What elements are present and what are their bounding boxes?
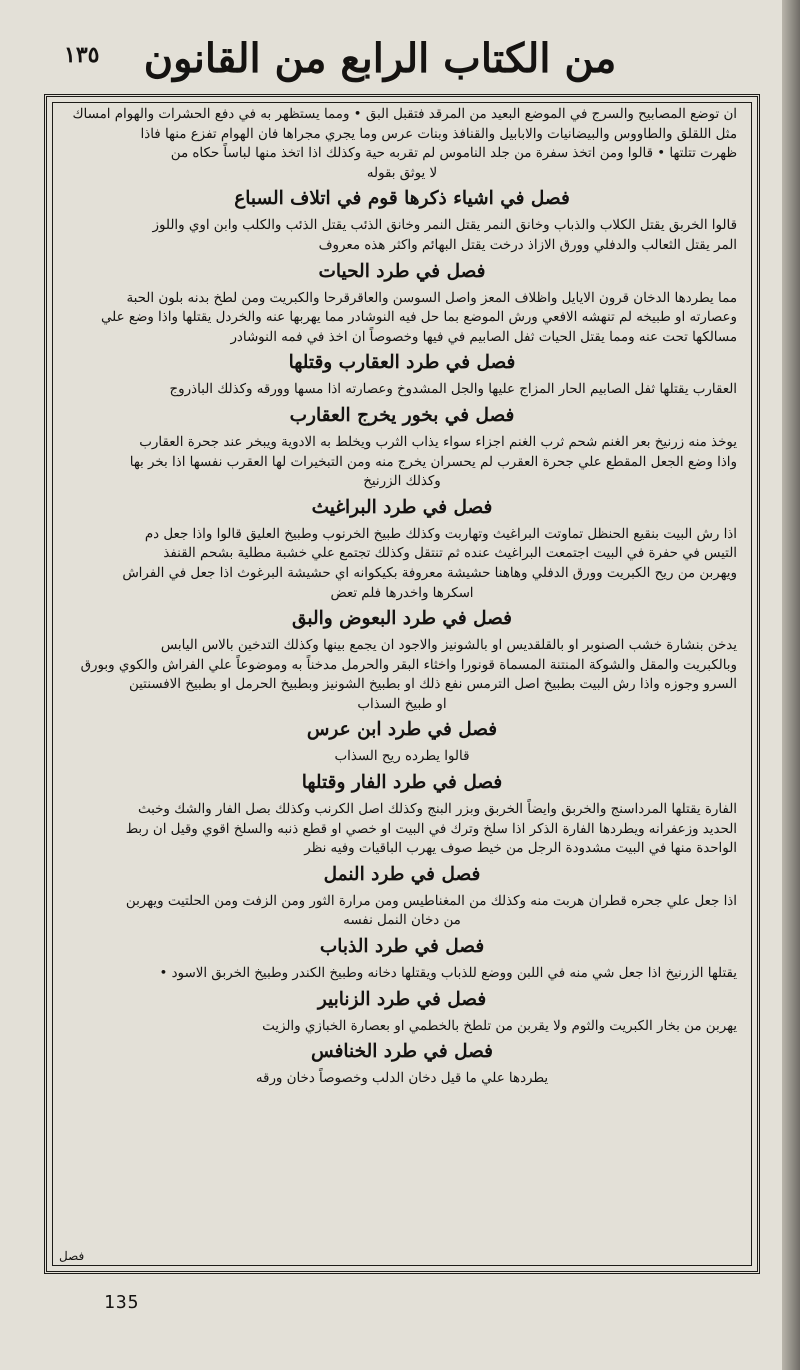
section-heading: فصل في بخور يخرج العقارب xyxy=(289,404,515,426)
text-line: او طبيخ السذاب xyxy=(357,696,447,712)
text-line: يهربن من بخار الكبريت والثوم ولا يقربن من تلطخ بالخطمي او بعصارة الخبازي والزيت xyxy=(262,1018,737,1034)
text-line: العقارب يقتلها ثفل الصابيم الحار المزاج عليها والجل المشدوخ وعصارته اذا مسها وورقه وكذلك الباذروج xyxy=(169,382,737,398)
text-body xyxy=(67,105,737,1263)
text-line: يدخن بنشارة خشب الصنوبر او بالقلقديس او بالشونيز والاجود ان يجمع بينها وكذلك التدخين بالاس اليابس xyxy=(160,638,737,654)
section-heading: فصل في طرد النمل xyxy=(323,863,481,885)
text-line: السرو وجوزه واذا رش البيت بطبيخ اصل الترمس نفع ذلك او بطبيخ الشونيز وبطبيخ الحرمل او بطبيخ الافسنتين xyxy=(128,677,737,693)
section-heading: فصل في طرد العقارب وقتلها xyxy=(288,352,516,374)
text-line: مثل اللقلق والطاووس والبيضانيات والابابيل والقنافذ وبنات عرس وما يجري مجراها فان الهوام تفزع منها فاذا xyxy=(140,126,737,142)
catchword: فصل xyxy=(59,1249,85,1263)
section-heading: فصل في طرد الزنابير xyxy=(317,988,487,1010)
text-line: اذا رش البيت بنقيع الحنظل تماوتت البراغيث وتهاربت وكذلك طبيخ الخرنوب وطبيخ العليق قالوا واذا جعل دم xyxy=(144,526,737,542)
text-line: مسالكها تحت عنه ومما يقتل الحيات ثفل الصابيم في فيها وخصوصاً ان اخذ في فمه النوشادر xyxy=(230,329,737,345)
text-line: لا يوثق بقوله xyxy=(366,165,438,181)
text-line: الحديد وزعفرانه ويطردها الفارة الذكر اذا سلخ وترك في البيت او خصي او قطع ذنبه والسلخ اقوي وقيل ان ربط xyxy=(125,821,737,837)
text-line: ان توضع المصابيح والسرج في الموضع البعيد من المرقد فتقبل البق • ومما يستظهر به في دفع الحشرات والهوام امساك xyxy=(72,107,737,122)
text-line: التيس في حفرة في البيت اجتمعت البراغيث عنده ثم تنتقل وكذلك تجتمع علي خشبة مطلية بشحم القنفذ xyxy=(163,546,737,562)
text-line: وعصارته او طبيخه لم تنهشه الافعي ورش الموضع بما حل فيه النوشادر مما يهربها عنه والخردل يقتلها واذا وضع علي xyxy=(101,310,737,326)
text-line: الفارة يقتلها المرداسنج والخربق وايضاً الخربق وبزر البنج وكذلك اصل الكرنب وكذلك بصل الفار والشك وخبث xyxy=(137,802,737,818)
text-line: واذا وضع الجعل المقطع علي جحرة العقرب لم يحسران يخرج منه ومن التبخيرات لها العقرب نفسها اذا بخر بها xyxy=(129,454,737,470)
page-number-bottom: 135 xyxy=(104,1292,140,1313)
section-heading: فصل في طرد الذباب xyxy=(319,936,485,958)
text-line: مما يطردها الدخان قرون الايايل واظلاف المعز واصل السوسن والعاقرقرحا والكبريت ومن لطخ بدنه بلون الحبة xyxy=(126,290,737,306)
running-head xyxy=(60,26,700,90)
text-line: ويهربن من ريح الكبريت وورق الدفلي وهاهنا حشيشة معروفة بكيكوانه اي حشيشة البرغوث اذا جعل في الفراش xyxy=(122,565,737,581)
text-line: يقتلها الزرنيخ اذا جعل شي منه في اللبن ووضع للذباب ويقتلها دخانه وطبيخ الكندر وطبيخ الخربق الاسود • xyxy=(159,966,737,982)
page-number-top: ١٣٥ xyxy=(64,42,100,68)
text-line: اسكرها واخدرها فلم تعض xyxy=(330,585,474,601)
section-heading: فصل في اشياء ذكرها قوم في اتلاف السباع xyxy=(234,188,570,210)
text-line: وبالكبريت والمقل والشوكة المنتنة المسماة قونورا واخثاء البقر والحرمل مدخناً به وموضوعاً علي الفراش والكوي وبورق xyxy=(80,657,737,673)
running-head-title: من الكتاب الرابع من القانون xyxy=(143,34,617,82)
text-line: يوخذ منه زرنيخ بعر الغنم شحم ثرب الغنم اجزاء سواء يذاب الثرب ويخلط به الادوية ويبخر عند جحرة العقارب xyxy=(139,434,737,450)
text-line: من دخان النمل نفسه xyxy=(343,913,461,929)
text-line: الواحدة منها في البيت مشدودة الرجل من خيط صوف يهرب الباقيات وفيه نظر xyxy=(304,841,737,857)
text-line: قالوا يطرده ريح السذاب xyxy=(334,749,470,765)
section-heading: فصل في طرد البعوض والبق xyxy=(291,608,513,630)
text-line: المر يقتل الثعالب والدفلي وورق الازاذ درخت يقتل البهائم واكثر هذه معروف xyxy=(318,237,737,253)
section-heading: فصل في طرد البراغيث xyxy=(311,496,493,518)
text-line: يطردها علي ما قيل دخان الدلب وخصوصاً دخان ورقه xyxy=(255,1071,549,1087)
text-frame xyxy=(44,94,760,1274)
section-heading: فصل في طرد ابن عرس xyxy=(306,719,498,741)
section-heading: فصل في طرد الخنافس xyxy=(310,1041,494,1063)
text-line: وكذلك الزرنيخ xyxy=(363,474,441,490)
text-line: اذا جعل علي جحره قطران هربت منه وكذلك من المغناطيس ومن مرارة الثور ومن الزفت ومن الحلتيت ويهربن xyxy=(125,893,737,909)
text-line: ظهرت تتلتها • قالوا ومن اتخذ سفرة من جلد الناموس لم تقربه حية وكذلك اذا اتخذ منها لباساً حكاه من xyxy=(170,146,737,162)
section-heading: فصل في طرد الحيات xyxy=(318,260,486,282)
book-spine-shadow xyxy=(782,0,800,1370)
text-line: قالوا الخربق يقتل الكلاب والذباب وخانق النمر يقتل النمر وخانق الذئب يقتل الذئب والكلب وابن اوي واللوز xyxy=(152,218,737,234)
section-heading: فصل في طرد الفار وقتلها xyxy=(301,772,503,794)
